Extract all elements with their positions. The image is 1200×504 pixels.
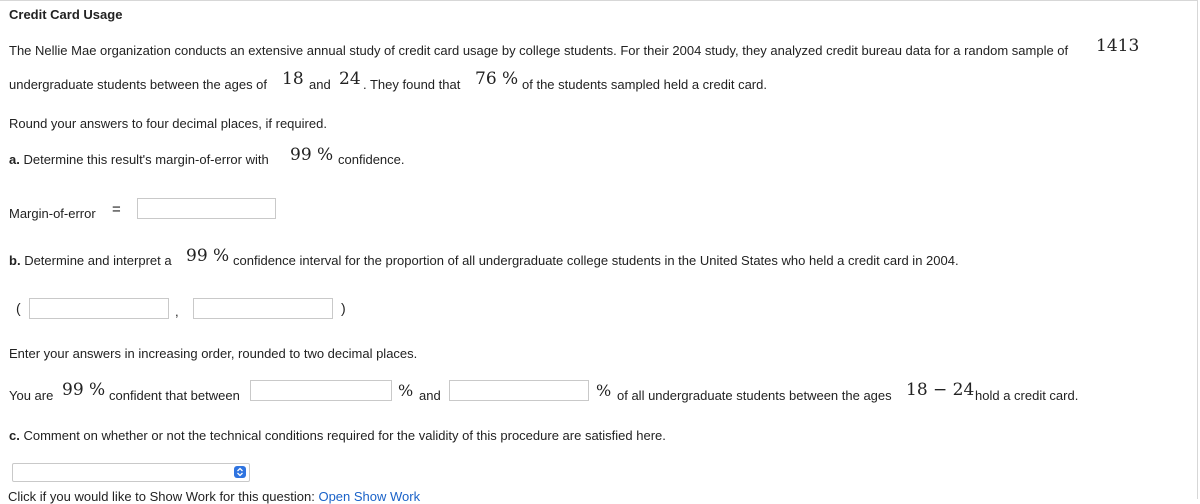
equals-sign: = xyxy=(112,201,121,218)
intro-line-2-a: undergraduate students between the ages of xyxy=(9,77,268,92)
open-show-work-link[interactable]: Open Show Work xyxy=(318,489,421,504)
part-c-prompt xyxy=(9,428,666,443)
intro-line-2-c: of the students sampled held a credit card. xyxy=(522,77,767,92)
part-b-label: b. xyxy=(9,253,21,268)
sentence-hold-card: hold a credit card. xyxy=(975,388,1079,403)
close-paren: ) xyxy=(341,300,346,316)
sentence-confidence: 99 % xyxy=(62,380,106,400)
part-a-text: Determine this result's margin-of-error with xyxy=(23,152,269,167)
sample-size: 1413 xyxy=(1096,36,1140,56)
age-high: 24 xyxy=(339,69,361,89)
sentence-of-students: of all undergraduate students between the ages xyxy=(617,388,892,403)
percent-high-input[interactable] xyxy=(449,380,589,401)
margin-of-error-label: Margin-of-error xyxy=(9,206,96,221)
round-note: Round your answers to four decimal places, if required. xyxy=(9,116,327,131)
part-b-prompt xyxy=(9,253,172,268)
percent-low-input[interactable] xyxy=(250,380,392,401)
part-c-label: c. xyxy=(9,428,20,443)
part-b-confidence: 99 % xyxy=(186,246,230,266)
part-b-text-b: confidence interval for the proportion of all undergraduate college students in the United States who held a credit card in 2004. xyxy=(233,253,959,268)
conditions-select[interactable] xyxy=(12,463,250,482)
interval-lower-input[interactable] xyxy=(29,298,169,319)
intro-line-2-b: . They found that xyxy=(363,77,461,92)
age-low: 18 xyxy=(282,69,304,89)
part-a-label: a. xyxy=(9,152,20,167)
part-a-confidence: 99 % xyxy=(290,145,334,165)
intro-and: and xyxy=(309,77,331,92)
show-work-text: Click if you would like to Show Work for this question: xyxy=(8,489,315,504)
show-work-footer xyxy=(8,489,420,504)
interval-comma: , xyxy=(175,304,179,319)
age-range: 18 − 24 xyxy=(906,380,975,400)
sentence-and: and xyxy=(419,388,441,403)
sentence-you-are: You are xyxy=(9,388,54,403)
open-paren: ( xyxy=(16,300,21,316)
interval-upper-input[interactable] xyxy=(193,298,333,319)
sentence-confident-between: confident that between xyxy=(109,388,240,403)
intro-percent: 76 % xyxy=(475,69,519,89)
part-a-text-b: confidence. xyxy=(338,152,405,167)
intro-line-1 xyxy=(9,43,1068,58)
percent-sign-1: % xyxy=(398,381,414,400)
chevron-updown-icon xyxy=(234,466,246,478)
margin-of-error-input[interactable] xyxy=(137,198,276,219)
part-a-prompt xyxy=(9,152,269,167)
percent-sign-2: % xyxy=(596,381,612,400)
part-b-instruction: Enter your answers in increasing order, rounded to two decimal places. xyxy=(9,346,418,361)
part-c-text: Comment on whether or not the technical conditions required for the validity of this procedure are satisfied here. xyxy=(23,428,666,443)
part-b-text: Determine and interpret a xyxy=(24,253,172,268)
page-title: Credit Card Usage xyxy=(9,7,123,22)
intro-text: The Nellie Mae organization conducts an extensive annual study of credit card usage by college students. For their 2004 study, they analyzed credit bureau data for a random sample of xyxy=(9,43,1069,58)
